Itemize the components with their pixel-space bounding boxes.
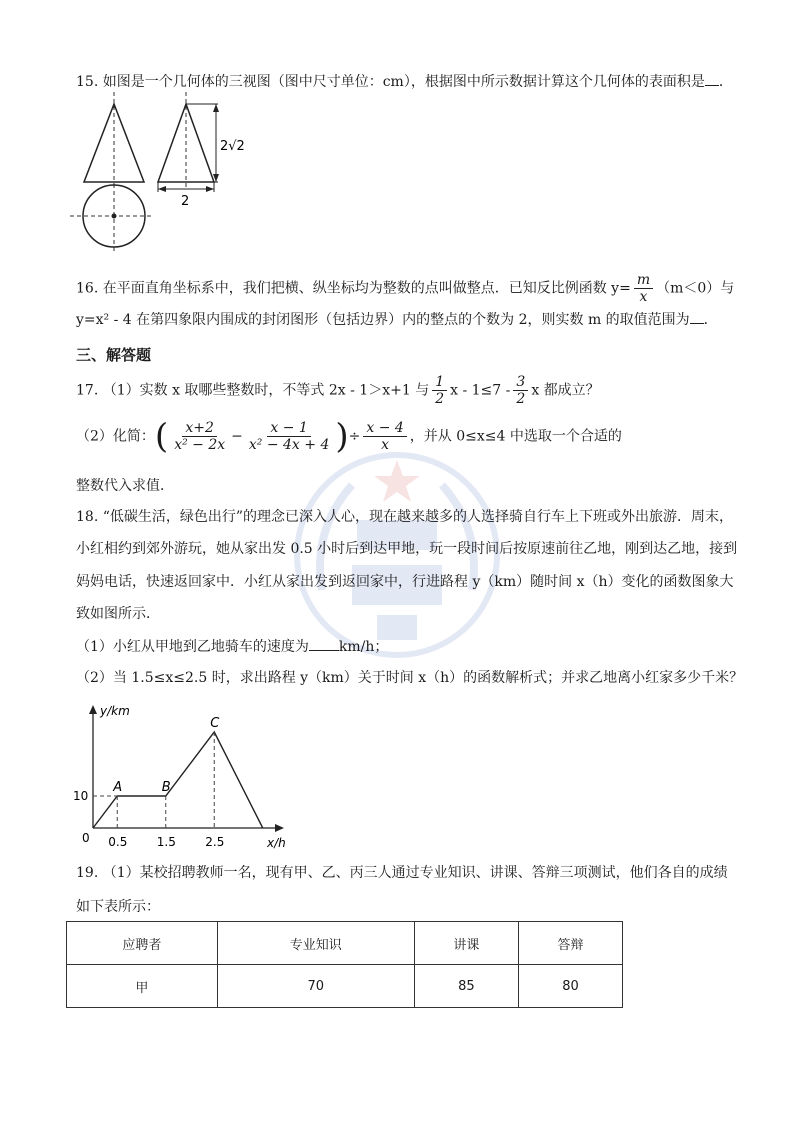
point-label-A: A [113,780,123,795]
q15-three-views-figure [70,92,270,257]
table-cell: 甲 [67,965,218,1008]
x-axis-label: x/h [267,836,286,850]
table-cell: 80 [518,965,622,1008]
q18-line1: 18. “低碳生活，绿色出行”的理念已深入人心，现在越来越多的人选择骑自行车上下班或外出旅游．周末， [76,509,734,525]
q16-line1: 16. 在平面直角坐标系中，我们把横、纵坐标均为整数的点叫做整点．已知反比例函数 y= $\frac{m}{x}$ （m＜0）与 [76,272,735,305]
q17-expr-frac2: $\frac{x - 1}{\text{x² − 4x + 4}}$ [248,420,330,453]
q18-line2: 小红相约到郊外游玩，她从家出发 0.5 小时后到达甲地，玩一段时间后按原速前往乙地，刚到达乙地，接到 [76,541,738,557]
front-view [84,92,144,187]
q18-sub2: （2）当 1.5≤x≤2.5 时，求出路程 y（km）关于时间 x（h）的函数解析式；并求乙地离小红家多少千米？ [76,670,744,686]
table-cell: 70 [217,965,414,1008]
section-heading: 三、解答题 [76,346,152,364]
width-label: 2 [181,194,190,209]
q18-line3: 妈妈电话，快速返回家中．小红从家出发到返回家中，行进路程 y（km）随时间 x（h）变化的函数图象大 [76,574,734,590]
q16-line2: y=x² - 4 在第四象限内围成的封闭图形（包括边界）内的整点的个数为 2，则实数 m 的取值范围为 ． [76,312,718,328]
scores-table [66,921,623,1008]
origin-label: 0 [82,831,90,845]
y-tick-label: 10 [73,789,89,803]
table-cell: 85 [414,965,518,1008]
top-view [70,184,154,254]
x-tick-label: 0.5 [108,835,128,849]
q17-part1: 17. （1）实数 x 取哪些整数时，不等式 2x - 1＞x+1 与 $\frac{1}{2}$ x - 1≤7 - $\frac{3}{2}$ x 都成立？ [76,374,600,407]
side-view [158,92,245,209]
table-header-cell: 应聘者 [67,922,218,965]
height-label: 2√2 [220,139,245,154]
distance-time-graph [70,700,310,855]
graph-marks [93,716,263,828]
table-header-cell: 专业知识 [217,922,414,965]
x-tick-label: 2.5 [205,835,225,849]
table-header-row [67,922,623,965]
point-label-C: C [210,716,220,731]
q17-frac-half: $\frac{1}{2}$ [432,374,447,407]
table-header-cell: 讲课 [414,922,518,965]
q18-line4: 致如图所示． [76,606,160,622]
q19-line2: 如下表所示： [76,899,160,915]
y-axis-arrow [89,705,97,714]
x-tick-label: 1.5 [156,835,176,849]
q18-sub1: （1）小红从甲地到乙地骑车的速度为 km/h； [76,639,389,655]
table-row [67,965,623,1008]
y-axis-label: y/km [100,704,130,718]
table-header-cell: 答辩 [518,922,622,965]
q19-line1: 19. （1）某校招聘教师一名，现有甲、乙、丙三人通过专业知识、讲课、答辩三项测试，他们各自的成绩 [76,865,728,881]
q17-part2: （2）化简：( $\frac{x+2}{\text{x² − 2x}}$ − $\frac{x - 1}{\text{x² − 4x + 4}}$ )÷ $\frac{x - 4}{x}$ ，并从 0≤x≤4 中选取一个合适的 [76,416,622,457]
q15-text: 15. 如图是一个几何体的三视图（图中尺寸单位：cm），根据图中所示数据计算这个几何体的表面积是 ． [76,74,733,90]
q16-fraction: $\frac{m}{x}$ [634,272,653,305]
q17-expr-frac3: $\frac{x - 4}{x}$ [363,420,406,453]
point-label-B: B [161,780,171,795]
q17-frac-three-halves: $\frac{3}{2}$ [513,374,528,407]
q17-expr-frac1: $\frac{x+2}{\text{x² − 2x}}$ [174,420,226,453]
q17-part2-cont: 整数代入求值． [76,478,174,494]
x-axis-arrow [275,824,284,832]
